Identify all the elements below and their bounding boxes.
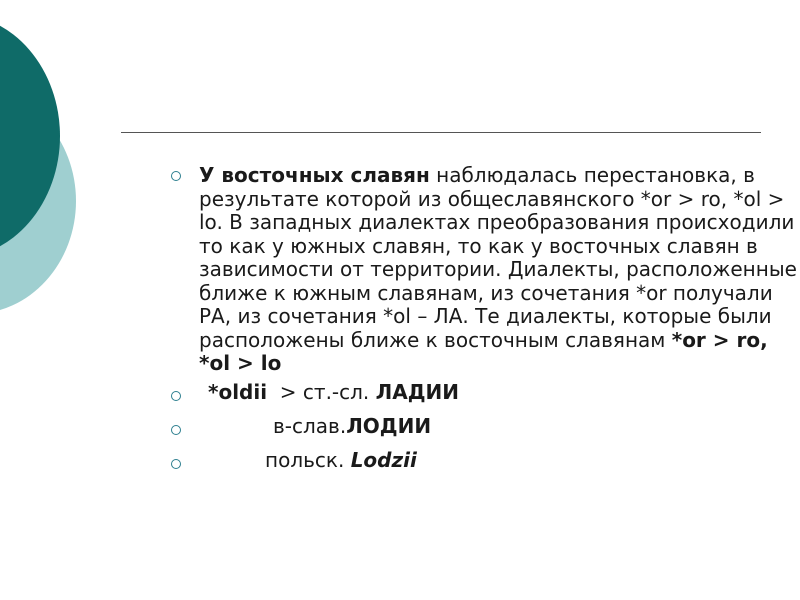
bullet-main-tail: *or > ro, *ol > lo (199, 327, 768, 375)
east-slavic-prefix: в-слав. (273, 413, 347, 438)
bullet-item-main (168, 164, 799, 376)
bullet-item-oldii (168, 381, 798, 410)
polish-prefix: польск. (265, 447, 351, 472)
bullet-main-lead: У восточных славян (199, 163, 430, 187)
east-slavic-form: ЛОДИИ (346, 413, 432, 438)
title-divider-line (121, 132, 761, 133)
old-slavonic-prefix: > ст.-сл. (267, 379, 376, 404)
bullet-circle-icon (171, 459, 181, 469)
bullet-list (168, 164, 798, 478)
bullet-circle-icon (171, 391, 181, 401)
bullet-main-text (199, 164, 799, 376)
bullet-item-east-slavic (168, 415, 798, 444)
bullet-main-body: наблюдалась перестановка, в результате которой из общеславянского *or > ro, *ol > lo. В западных диалектах преобразования происходили то как у южных славян, то как у восточных славян в зависимости от территории. Диалекты, расположенные ближе к южным славянам, из сочетания *or получали РА, из сочетания *ol – ЛА. Те диалекты, которые были расположены ближе к восточным славянам (199, 163, 797, 352)
bullet-circle-icon (171, 171, 181, 181)
bullet-oldii-text (199, 381, 459, 405)
bullet-polish-text (199, 449, 417, 473)
proto-form: *oldii (208, 379, 268, 404)
bullet-circle-icon (171, 425, 181, 435)
old-slavonic-form: ЛАДИИ (375, 379, 460, 404)
bullet-east-slavic-text (199, 415, 431, 439)
polish-form: Lodzii (350, 447, 417, 472)
bullet-item-polish (168, 449, 798, 478)
